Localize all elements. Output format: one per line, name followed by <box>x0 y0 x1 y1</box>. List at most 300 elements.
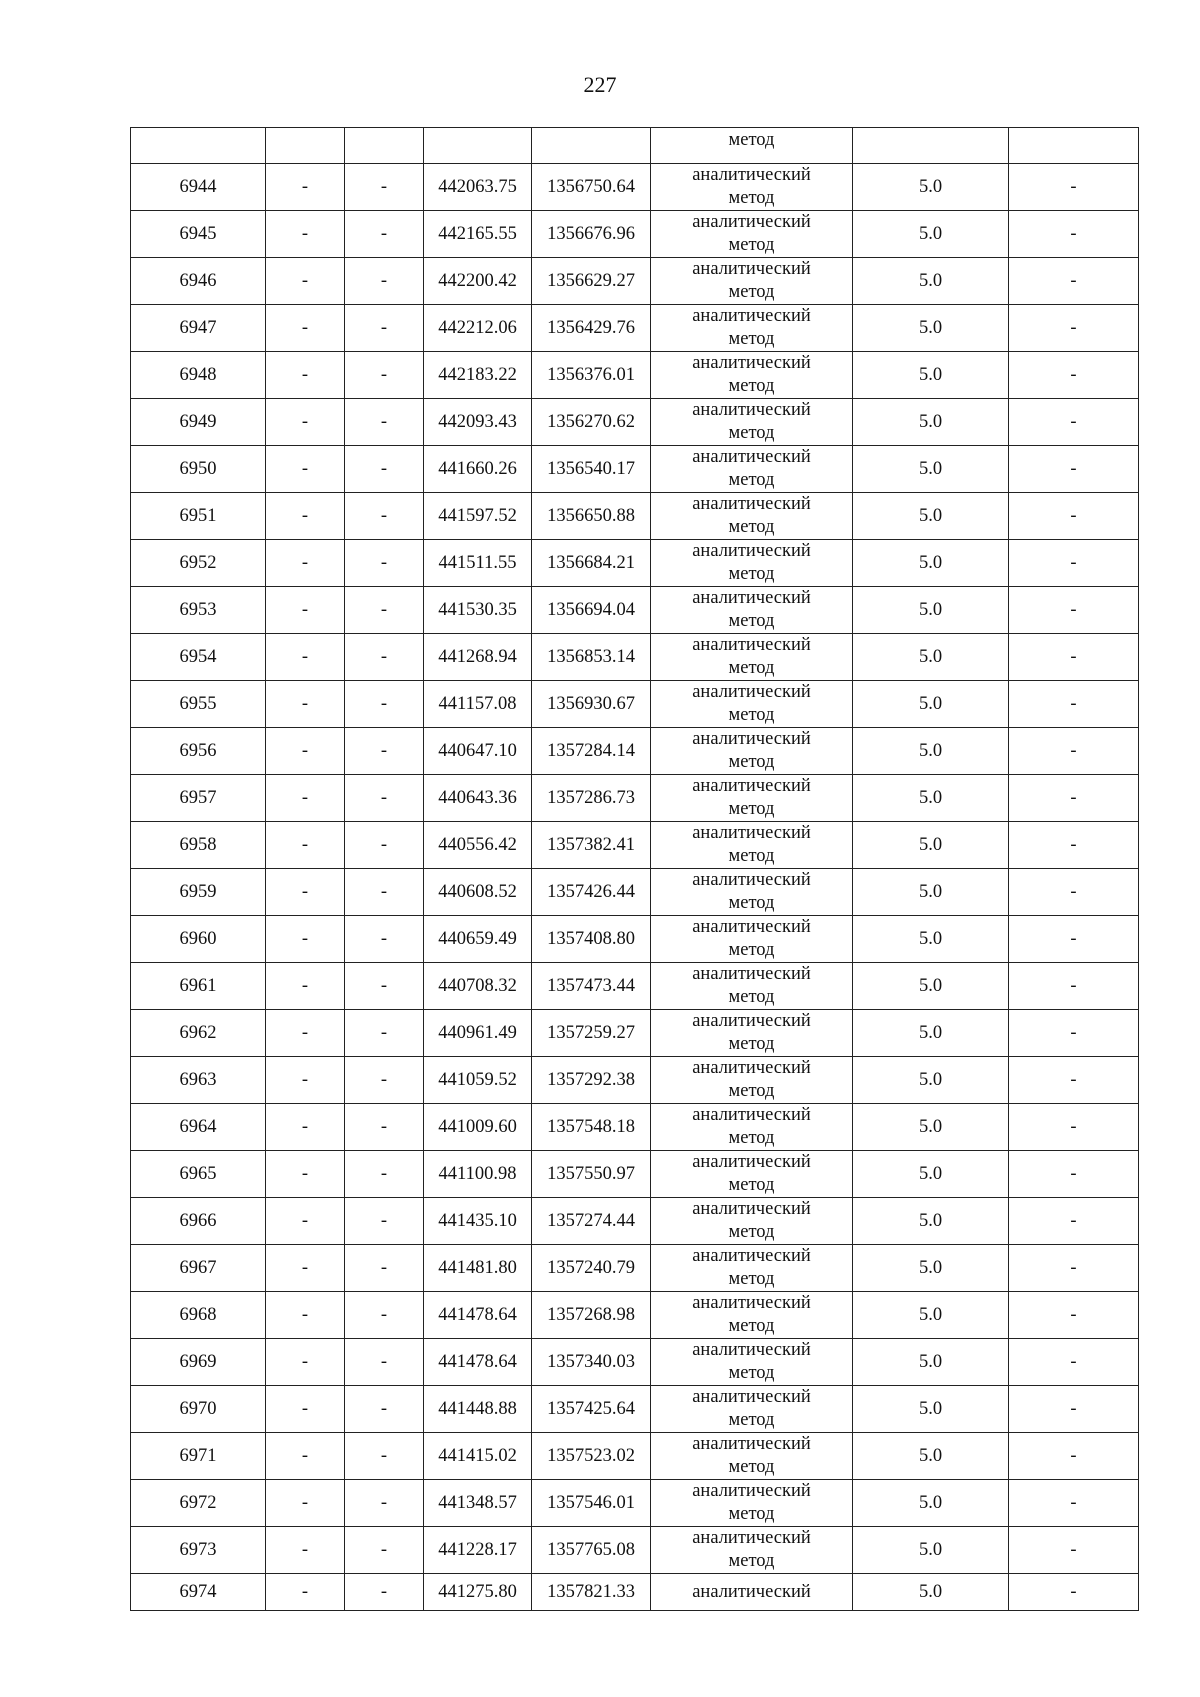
method-line-1: аналитический <box>692 635 811 655</box>
x-coordinate-cell: 442093.43 <box>424 399 532 446</box>
method-line-1: аналитический <box>692 1434 811 1454</box>
empty-dash-cell: - <box>345 869 424 916</box>
method-line-2: метод <box>728 329 775 349</box>
method-cell <box>651 1339 853 1386</box>
note-cell: - <box>1009 728 1139 775</box>
method-line-1: аналитический <box>692 1481 811 1501</box>
method-line-1: аналитический <box>692 1058 811 1078</box>
empty-dash-cell: - <box>345 1527 424 1574</box>
point-number-cell: 6944 <box>131 164 266 211</box>
precision-cell: 5.0 <box>853 1198 1009 1245</box>
precision-cell: 5.0 <box>853 1151 1009 1198</box>
point-number-cell: 6972 <box>131 1480 266 1527</box>
method-line-2: метод <box>728 564 775 584</box>
note-cell: - <box>1009 1198 1139 1245</box>
note-cell: - <box>1009 1151 1139 1198</box>
method-line-1: аналитический <box>692 259 811 279</box>
empty-dash-cell: - <box>266 1151 345 1198</box>
method-line-1: аналитический <box>692 823 811 843</box>
x-coordinate-cell: 440556.42 <box>424 822 532 869</box>
y-coordinate-cell: 1357274.44 <box>532 1198 651 1245</box>
table-row <box>131 1198 1139 1245</box>
y-coordinate-cell: 1357292.38 <box>532 1057 651 1104</box>
table-row <box>131 211 1139 258</box>
method-line-2: метод <box>728 893 775 913</box>
note-cell: - <box>1009 1057 1139 1104</box>
method-cell <box>651 1198 853 1245</box>
y-coordinate-cell: 1357425.64 <box>532 1386 651 1433</box>
method-line-2: метод <box>728 1363 775 1383</box>
method-cell <box>651 1480 853 1527</box>
precision-cell: 5.0 <box>853 258 1009 305</box>
note-cell: - <box>1009 1104 1139 1151</box>
table-row <box>131 634 1139 681</box>
method-cell <box>651 211 853 258</box>
x-coordinate-cell: 440659.49 <box>424 916 532 963</box>
table-row <box>131 1339 1139 1386</box>
empty-dash-cell: - <box>345 540 424 587</box>
method-line-1: аналитический <box>692 353 811 373</box>
point-number-cell: 6960 <box>131 916 266 963</box>
empty-dash-cell: - <box>266 869 345 916</box>
empty-dash-cell: - <box>345 352 424 399</box>
coordinates-table <box>130 127 1139 1611</box>
empty-dash-cell: - <box>345 822 424 869</box>
x-coordinate-cell: 440708.32 <box>424 963 532 1010</box>
x-coordinate-cell: 441100.98 <box>424 1151 532 1198</box>
note-cell: - <box>1009 211 1139 258</box>
empty-dash-cell: - <box>266 963 345 1010</box>
method-line-1: аналитический <box>692 588 811 608</box>
empty-dash-cell: - <box>345 1339 424 1386</box>
point-number-cell: 6964 <box>131 1104 266 1151</box>
method-cell <box>651 1010 853 1057</box>
method-line-1: аналитический <box>692 776 811 796</box>
y-coordinate-cell: 1357426.44 <box>532 869 651 916</box>
precision-cell: 5.0 <box>853 1527 1009 1574</box>
point-number-cell: 6966 <box>131 1198 266 1245</box>
y-coordinate-cell: 1357408.80 <box>532 916 651 963</box>
x-coordinate-cell: 441511.55 <box>424 540 532 587</box>
note-cell: - <box>1009 1527 1139 1574</box>
empty-dash-cell: - <box>266 587 345 634</box>
point-number-cell: 6956 <box>131 728 266 775</box>
method-line-1: аналитический <box>692 917 811 937</box>
empty-dash-cell: - <box>266 634 345 681</box>
empty-dash-cell: - <box>345 916 424 963</box>
precision-cell: 5.0 <box>853 164 1009 211</box>
method-line-2: метод <box>728 846 775 866</box>
point-number-cell: 6945 <box>131 211 266 258</box>
method-line-2: метод <box>728 376 775 396</box>
x-coordinate-cell: 441448.88 <box>424 1386 532 1433</box>
table-row <box>131 352 1139 399</box>
method-line-2: метод <box>728 799 775 819</box>
precision-cell: 5.0 <box>853 1574 1009 1611</box>
method-cell <box>651 1104 853 1151</box>
precision-cell: 5.0 <box>853 1480 1009 1527</box>
y-coordinate-cell: 1356270.62 <box>532 399 651 446</box>
x-coordinate-cell: 441415.02 <box>424 1433 532 1480</box>
empty-dash-cell: - <box>266 916 345 963</box>
method-line-1: аналитический <box>692 165 811 185</box>
point-number-cell: 6951 <box>131 493 266 540</box>
table-row <box>131 1151 1139 1198</box>
method-cell <box>651 1386 853 1433</box>
precision-cell: 5.0 <box>853 869 1009 916</box>
point-number-cell: 6952 <box>131 540 266 587</box>
precision-cell: 5.0 <box>853 1057 1009 1104</box>
method-line-2: метод <box>728 470 775 490</box>
method-cell <box>651 634 853 681</box>
method-line-1: аналитический <box>692 494 811 514</box>
table-row <box>131 258 1139 305</box>
table-row <box>131 1386 1139 1433</box>
point-number-cell: 6950 <box>131 446 266 493</box>
method-cell <box>651 963 853 1010</box>
note-cell: - <box>1009 1386 1139 1433</box>
y-coordinate-cell: 1356376.01 <box>532 352 651 399</box>
method-cell <box>651 540 853 587</box>
point-number-cell: 6946 <box>131 258 266 305</box>
x-coordinate-cell: 441530.35 <box>424 587 532 634</box>
method-line-1: аналитический <box>692 212 811 232</box>
empty-dash-cell: - <box>266 164 345 211</box>
method-cell <box>651 352 853 399</box>
x-coordinate-cell: 441228.17 <box>424 1527 532 1574</box>
y-coordinate-cell: 1357473.44 <box>532 963 651 1010</box>
y-coordinate-cell: 1357550.97 <box>532 1151 651 1198</box>
x-coordinate-cell: 441597.52 <box>424 493 532 540</box>
note-cell: - <box>1009 1433 1139 1480</box>
method-cell <box>651 1151 853 1198</box>
note-cell: - <box>1009 681 1139 728</box>
table-row <box>131 446 1139 493</box>
method-line-1: аналитический <box>692 1293 811 1313</box>
point-number-cell: 6973 <box>131 1527 266 1574</box>
table-row <box>131 399 1139 446</box>
empty-dash-cell: - <box>266 1339 345 1386</box>
precision-cell: 5.0 <box>853 728 1009 775</box>
method-line-2: метод <box>728 1316 775 1336</box>
x-coordinate-cell: 442200.42 <box>424 258 532 305</box>
empty-dash-cell: - <box>345 1245 424 1292</box>
x-coordinate-cell: 441660.26 <box>424 446 532 493</box>
note-cell: - <box>1009 399 1139 446</box>
method-line-2: метод <box>728 611 775 631</box>
y-coordinate-cell: 1356694.04 <box>532 587 651 634</box>
note-cell: - <box>1009 916 1139 963</box>
table-row <box>131 493 1139 540</box>
table-row <box>131 681 1139 728</box>
method-line-1: аналитический <box>692 306 811 326</box>
note-cell: - <box>1009 1480 1139 1527</box>
empty-dash-cell: - <box>345 1433 424 1480</box>
x-coordinate-cell: 441348.57 <box>424 1480 532 1527</box>
empty-dash-cell: - <box>266 822 345 869</box>
point-number-cell: 6967 <box>131 1245 266 1292</box>
method-line-2: метод <box>728 235 775 255</box>
method-cell <box>651 305 853 352</box>
note-cell: - <box>1009 1245 1139 1292</box>
note-cell: - <box>1009 493 1139 540</box>
method-cell <box>651 1057 853 1104</box>
empty-dash-cell: - <box>266 399 345 446</box>
precision-cell: 5.0 <box>853 352 1009 399</box>
table-row <box>131 775 1139 822</box>
table-row <box>131 963 1139 1010</box>
x-coordinate-cell: 441275.80 <box>424 1574 532 1611</box>
method-cell <box>651 822 853 869</box>
empty-dash-cell: - <box>345 587 424 634</box>
method-line-2: метод <box>728 1175 775 1195</box>
method-line-2: метод <box>728 752 775 772</box>
method-line-2: метод <box>728 658 775 678</box>
point-number-cell: 6970 <box>131 1386 266 1433</box>
method-cell <box>651 493 853 540</box>
empty-dash-cell: - <box>266 1104 345 1151</box>
table-row <box>131 728 1139 775</box>
method-cell <box>651 681 853 728</box>
empty-dash-cell: - <box>345 1151 424 1198</box>
empty-dash-cell: - <box>266 728 345 775</box>
precision-cell: 5.0 <box>853 1433 1009 1480</box>
table-row <box>131 869 1139 916</box>
continued-row <box>131 128 1139 164</box>
point-number-cell: 6958 <box>131 822 266 869</box>
point-number-cell: 6968 <box>131 1292 266 1339</box>
empty-dash-cell: - <box>345 681 424 728</box>
x-coordinate-cell: 440647.10 <box>424 728 532 775</box>
coordinates-table-body <box>131 128 1139 1611</box>
note-cell: - <box>1009 869 1139 916</box>
method-line-2: метод <box>728 188 775 208</box>
point-number-cell: 6962 <box>131 1010 266 1057</box>
table-row <box>131 1010 1139 1057</box>
note-cell: - <box>1009 352 1139 399</box>
empty-dash-cell: - <box>266 1433 345 1480</box>
precision-cell: 5.0 <box>853 1010 1009 1057</box>
method-line-2: метод <box>728 1551 775 1571</box>
point-number-cell: 6957 <box>131 775 266 822</box>
empty-dash-cell: - <box>345 258 424 305</box>
method-line-1: аналитический <box>692 1105 811 1125</box>
empty-dash-cell: - <box>266 1010 345 1057</box>
note-cell: - <box>1009 540 1139 587</box>
y-coordinate-cell: 1357765.08 <box>532 1527 651 1574</box>
table-row <box>131 164 1139 211</box>
method-line-1: аналитический <box>692 541 811 561</box>
method-line-2: метод <box>728 423 775 443</box>
point-number-cell: 6961 <box>131 963 266 1010</box>
x-coordinate-cell: 441157.08 <box>424 681 532 728</box>
empty-dash-cell: - <box>345 634 424 681</box>
y-coordinate-cell: 1357259.27 <box>532 1010 651 1057</box>
y-coordinate-cell: 1357546.01 <box>532 1480 651 1527</box>
method-line-1: аналитический <box>692 1011 811 1031</box>
method-line-2: метод <box>728 940 775 960</box>
empty-dash-cell: - <box>266 681 345 728</box>
y-coordinate-cell: 1357523.02 <box>532 1433 651 1480</box>
precision-cell: 5.0 <box>853 305 1009 352</box>
method-cell <box>651 258 853 305</box>
precision-cell: 5.0 <box>853 540 1009 587</box>
method-line-1: аналитический <box>692 1581 811 1602</box>
method-line-1: аналитический <box>692 682 811 702</box>
note-cell: - <box>1009 1339 1139 1386</box>
precision-cell: 5.0 <box>853 399 1009 446</box>
precision-cell: 5.0 <box>853 1245 1009 1292</box>
x-coordinate-cell: 441481.80 <box>424 1245 532 1292</box>
note-cell: - <box>1009 822 1139 869</box>
empty-dash-cell: - <box>266 446 345 493</box>
method-line-1: аналитический <box>692 447 811 467</box>
table-row <box>131 1527 1139 1574</box>
y-coordinate-cell: 1357286.73 <box>532 775 651 822</box>
table-row <box>131 540 1139 587</box>
y-coordinate-cell: 1356429.76 <box>532 305 651 352</box>
method-cell <box>651 1527 853 1574</box>
method-line-2: метод <box>728 987 775 1007</box>
precision-cell: 5.0 <box>853 1339 1009 1386</box>
method-line-2: метод <box>728 1269 775 1289</box>
precision-cell: 5.0 <box>853 1386 1009 1433</box>
empty-dash-cell: - <box>266 352 345 399</box>
point-number-cell: 6965 <box>131 1151 266 1198</box>
x-coordinate-cell: 441478.64 <box>424 1292 532 1339</box>
table-row <box>131 1480 1139 1527</box>
empty-dash-cell: - <box>266 1574 345 1611</box>
x-coordinate-cell: 441268.94 <box>424 634 532 681</box>
precision-cell: 5.0 <box>853 1104 1009 1151</box>
point-number-cell: 6954 <box>131 634 266 681</box>
empty-dash-cell: - <box>345 1480 424 1527</box>
table-row <box>131 587 1139 634</box>
method-line-1: аналитический <box>692 729 811 749</box>
table-row <box>131 1433 1139 1480</box>
method-line-1: аналитический <box>692 1528 811 1548</box>
method-line-2: метод <box>728 1457 775 1477</box>
y-coordinate-cell: 1356650.88 <box>532 493 651 540</box>
note-cell: - <box>1009 963 1139 1010</box>
precision-cell: 5.0 <box>853 634 1009 681</box>
empty-dash-cell: - <box>266 258 345 305</box>
point-number-cell: 6971 <box>131 1433 266 1480</box>
y-coordinate-cell: 1357268.98 <box>532 1292 651 1339</box>
empty-dash-cell: - <box>266 493 345 540</box>
empty-dash-cell: - <box>345 305 424 352</box>
precision-cell: 5.0 <box>853 822 1009 869</box>
empty-dash-cell: - <box>345 1574 424 1611</box>
method-cell <box>651 1433 853 1480</box>
precision-cell: 5.0 <box>853 446 1009 493</box>
point-number-cell: 6969 <box>131 1339 266 1386</box>
point-number-cell: 6955 <box>131 681 266 728</box>
precision-cell: 5.0 <box>853 681 1009 728</box>
precision-cell: 5.0 <box>853 963 1009 1010</box>
method-line-1: аналитический <box>692 1340 811 1360</box>
empty-dash-cell: - <box>266 775 345 822</box>
table-row <box>131 1104 1139 1151</box>
note-cell: - <box>1009 305 1139 352</box>
empty-dash-cell: - <box>345 1010 424 1057</box>
method-cell <box>651 728 853 775</box>
point-number-cell: 6949 <box>131 399 266 446</box>
y-coordinate-cell: 1357382.41 <box>532 822 651 869</box>
method-cell: метод <box>651 128 853 164</box>
empty-dash-cell: - <box>345 211 424 258</box>
y-coordinate-cell: 1356930.67 <box>532 681 651 728</box>
method-line-2: метод <box>728 1222 775 1242</box>
precision-cell: 5.0 <box>853 493 1009 540</box>
y-coordinate-cell: 1356540.17 <box>532 446 651 493</box>
empty-dash-cell: - <box>266 211 345 258</box>
table-row <box>131 305 1139 352</box>
note-cell: - <box>1009 775 1139 822</box>
method-line-2: метод <box>728 1128 775 1148</box>
point-number-cell: 6947 <box>131 305 266 352</box>
note-cell: - <box>1009 164 1139 211</box>
empty-dash-cell: - <box>345 1292 424 1339</box>
precision-cell: 5.0 <box>853 916 1009 963</box>
empty-dash-cell: - <box>345 1198 424 1245</box>
note-cell: - <box>1009 446 1139 493</box>
point-number-cell: 6959 <box>131 869 266 916</box>
empty-dash-cell: - <box>266 1245 345 1292</box>
method-line-2: метод <box>728 1081 775 1101</box>
method-line-1: аналитический <box>692 1387 811 1407</box>
method-cell <box>651 869 853 916</box>
empty-dash-cell: - <box>266 540 345 587</box>
method-cell <box>651 1245 853 1292</box>
method-line-2: метод <box>728 517 775 537</box>
y-coordinate-cell: 1357340.03 <box>532 1339 651 1386</box>
empty-dash-cell: - <box>345 1386 424 1433</box>
method-cell <box>651 775 853 822</box>
method-cell <box>651 399 853 446</box>
table-row <box>131 822 1139 869</box>
method-cell <box>651 1574 853 1611</box>
table-row <box>131 1245 1139 1292</box>
note-cell: - <box>1009 1292 1139 1339</box>
point-number-cell: 6963 <box>131 1057 266 1104</box>
y-coordinate-cell: 1357284.14 <box>532 728 651 775</box>
y-coordinate-cell: 1356676.96 <box>532 211 651 258</box>
method-line-2: метод <box>728 705 775 725</box>
method-cell <box>651 446 853 493</box>
y-coordinate-cell: 1356750.64 <box>532 164 651 211</box>
precision-cell: 5.0 <box>853 1292 1009 1339</box>
method-line-2: метод <box>728 1410 775 1430</box>
y-coordinate-cell: 1356684.21 <box>532 540 651 587</box>
method-line-2: метод <box>728 282 775 302</box>
method-cell <box>651 1292 853 1339</box>
method-line-1: аналитический <box>692 400 811 420</box>
method-line-2: метод <box>728 1034 775 1054</box>
y-coordinate-cell: 1357240.79 <box>532 1245 651 1292</box>
method-line-1: аналитический <box>692 1152 811 1172</box>
empty-dash-cell: - <box>266 1527 345 1574</box>
method-line-1: аналитический <box>692 1199 811 1219</box>
method-line-1: аналитический <box>692 870 811 890</box>
note-cell: - <box>1009 587 1139 634</box>
point-number-cell: 6974 <box>131 1574 266 1611</box>
note-cell: - <box>1009 258 1139 305</box>
empty-dash-cell: - <box>345 1104 424 1151</box>
table-row <box>131 1057 1139 1104</box>
method-cell <box>651 164 853 211</box>
x-coordinate-cell: 441009.60 <box>424 1104 532 1151</box>
